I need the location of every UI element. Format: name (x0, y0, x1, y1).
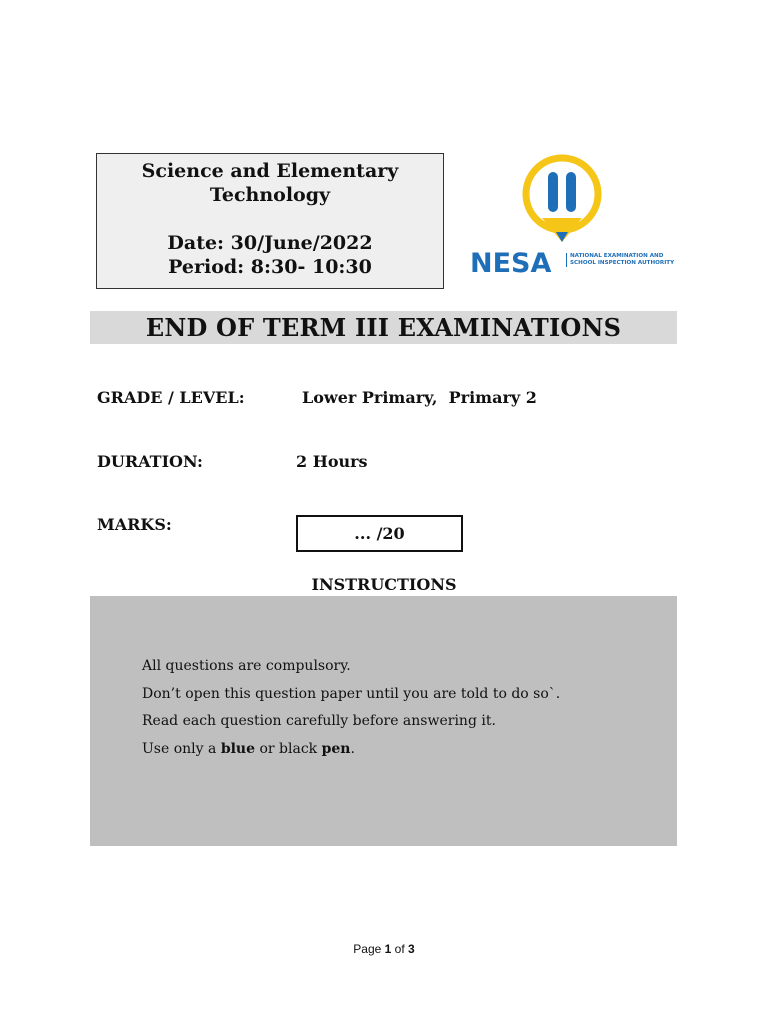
subject-line-1: Science and Elementary (141, 160, 399, 182)
duration-label: DURATION: (97, 452, 203, 471)
instruction-item-pen (142, 736, 560, 764)
instruction-emphasis-pen: pen (321, 740, 351, 757)
grade-label: GRADE / LEVEL: (97, 388, 245, 407)
duration-value: 2 Hours (296, 452, 368, 471)
instructions-box (90, 596, 677, 846)
nesa-logo (468, 152, 678, 282)
instruction-text: . (350, 740, 355, 757)
page-word: Page (353, 942, 382, 956)
instructions-list (142, 653, 560, 763)
exam-period: Period: 8:30- 10:30 (168, 256, 372, 278)
instruction-text: Use only a (142, 740, 221, 757)
marks-label: MARKS: (97, 515, 172, 534)
instruction-item: Don’t open this question paper until you are told to do so`. (142, 685, 561, 702)
exam-title: END OF TERM III EXAMINATIONS (90, 311, 677, 344)
subject-title (97, 159, 443, 207)
instruction-item: Read each question carefully before answering it. (142, 713, 496, 729)
logo-subtitle: NATIONAL EXAMINATION AND SCHOOL INSPECTION AUTHORITY (566, 253, 680, 267)
pencil-emblem-icon (468, 152, 678, 252)
page-footer (0, 942, 768, 956)
page-total: 3 (408, 942, 415, 956)
instruction-text: or black (255, 740, 322, 757)
subject-line-2: Technology (209, 184, 331, 206)
exam-date: Date: 30/June/2022 (167, 232, 373, 254)
of-word: of (394, 942, 405, 956)
instructions-title: INSTRUCTIONS (311, 575, 457, 594)
grade-value: Lower Primary, Primary 2 (302, 388, 537, 407)
subject-box (96, 153, 444, 289)
instruction-emphasis-blue: blue (220, 740, 256, 757)
marks-box: ... /20 (296, 515, 463, 552)
page-current: 1 (384, 942, 392, 956)
logo-name: NESA (470, 248, 552, 279)
instruction-item: All questions are compulsory. (142, 658, 351, 674)
